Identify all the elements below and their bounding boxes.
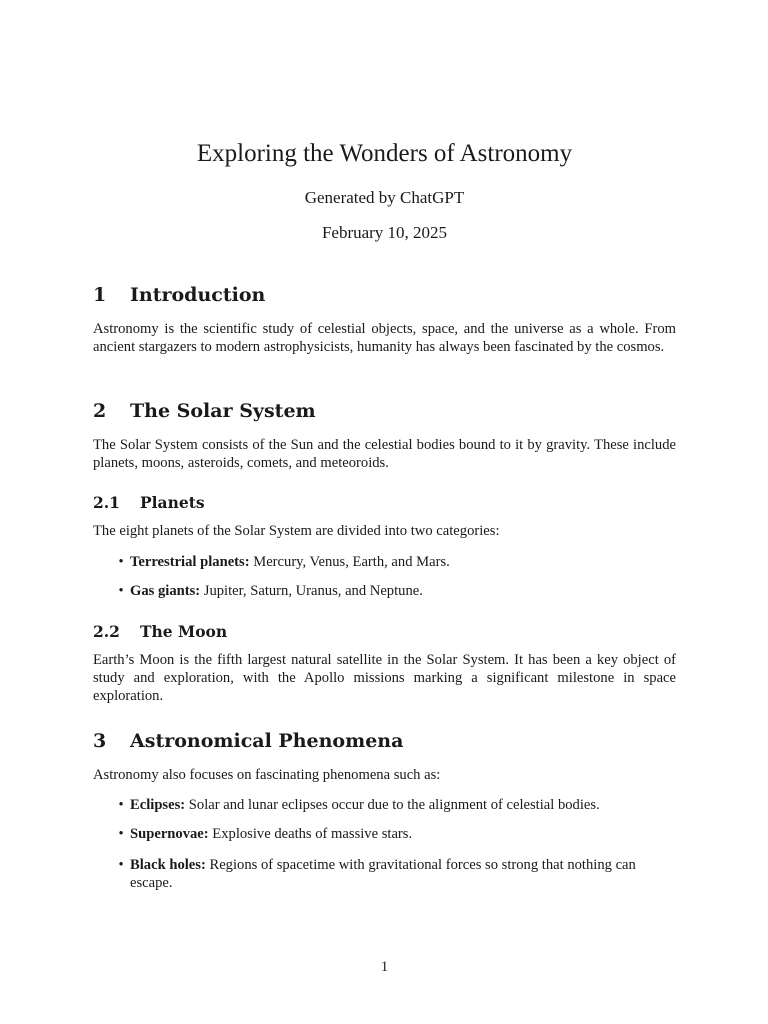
document-date: February 10, 2025 xyxy=(321,223,448,242)
list-item xyxy=(115,553,676,571)
list-item-text: Regions of spacetime with gravitational forces so strong that nothing can escape. xyxy=(130,857,636,891)
section-title: The Solar System xyxy=(130,400,316,422)
bullet-icon: • xyxy=(118,583,124,599)
section-heading-introduction xyxy=(93,283,265,307)
document-title: Exploring the Wonders of Astronomy xyxy=(196,140,573,167)
paragraph-phenomena: Astronomy also focuses on fascinating phenomena such as: xyxy=(93,767,441,783)
section-title: Introduction xyxy=(130,284,266,306)
list-item-text: Explosive deaths of massive stars. xyxy=(208,826,413,842)
list-item-text: Mercury, Venus, Earth, and Mars. xyxy=(249,554,450,570)
list-item-term: Black holes: xyxy=(130,857,206,873)
bullet-icon: • xyxy=(118,797,124,813)
list-item-text: Solar and lunar eclipses occur due to the alignment of celestial bodies. xyxy=(185,797,600,813)
document-page xyxy=(93,0,676,1024)
list-item-text: Jupiter, Saturn, Uranus, and Neptune. xyxy=(200,583,423,599)
list-item xyxy=(115,796,676,814)
bullet-icon: • xyxy=(118,554,124,570)
subsection-number: 2.1 xyxy=(93,493,120,512)
section-number: 3 xyxy=(93,730,107,752)
subsection-heading-moon xyxy=(93,622,227,642)
page-number: 1 xyxy=(380,959,389,975)
paragraph-moon: Earth’s Moon is the fifth largest natural satellite in the Solar System. It has been a key object of study and exploration, with the Apollo missions marking a significant milestone in space exploration. xyxy=(93,652,676,704)
list-item-term: Supernovae: xyxy=(130,826,209,842)
list-item-term: Terrestrial planets: xyxy=(130,554,250,570)
paragraph-planets: The eight planets of the Solar System are divided into two categories: xyxy=(93,523,500,539)
list-item xyxy=(115,856,676,892)
list-item xyxy=(115,825,676,843)
list-item xyxy=(115,582,676,600)
bullet-icon: • xyxy=(118,826,124,842)
subsection-heading-planets xyxy=(93,493,205,513)
document-author: Generated by ChatGPT xyxy=(304,188,465,207)
section-number: 2 xyxy=(93,400,107,422)
list-item-term: Eclipses: xyxy=(130,797,186,813)
subsection-title: The Moon xyxy=(140,622,228,641)
subsection-title: Planets xyxy=(140,493,205,512)
section-number: 1 xyxy=(93,284,107,306)
bullet-icon: • xyxy=(118,857,124,873)
section-title: Astronomical Phenomena xyxy=(130,730,404,752)
subsection-number: 2.2 xyxy=(93,622,120,641)
paragraph-introduction: Astronomy is the scientific study of celestial objects, space, and the universe as a whole. From ancient stargazers to modern astrophysicists, humanity has always been fascinated by the cosmos. xyxy=(93,321,676,355)
list-item-term: Gas giants: xyxy=(130,583,201,599)
section-heading-solar-system xyxy=(93,399,316,423)
section-heading-phenomena xyxy=(93,729,403,753)
paragraph-solar-system: The Solar System consists of the Sun and the celestial bodies bound to it by gravity. These include planets, moons, asteroids, comets, and meteoroids. xyxy=(93,437,676,471)
